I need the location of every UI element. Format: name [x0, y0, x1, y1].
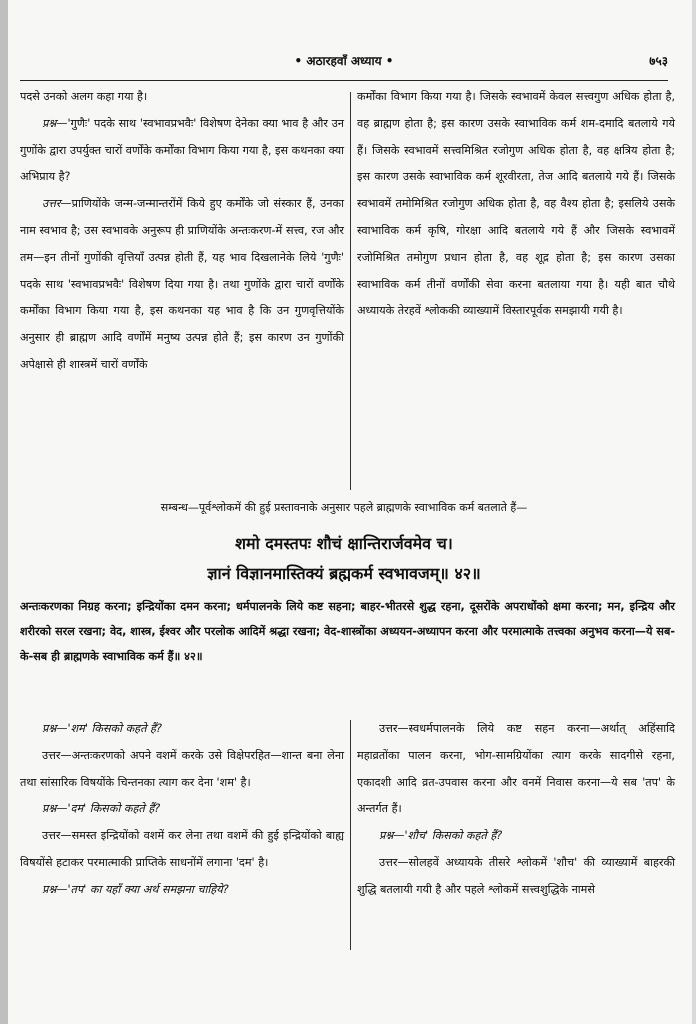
verse-translation: अन्तःकरणका निग्रह करना; इन्द्रियोंका दमन करना; धर्मपालनके लिये कष्ट सहना; बाहर-भीतरसे शुद्ध रहना, दूसरोंके अपराधोंको क्षमा करना; मन, इन्द्रिय और शरीरको सरल रखना; वेद, शास्त्र, ईश्वर और परलोक आदिमें श्रद्धा रखना; वेद-शास्त्रोंका अध्ययन-अध्यापन करना और परमात्माके तत्त्वका अनुभव करना—ये सब-के-सब ही ब्राह्मणके स्वाभाविक कर्म हैं॥ ४२॥ — [20, 600, 675, 663]
question-text: 'गुणैः' पदके साथ 'स्वभावप्रभवैः' विशेषण देनेका क्या भाव है और उन गुणोंके द्वारा उपर्युक्त चारों वर्णोंके कर्मोंका विभाग किया गया है, इस कथनका क्या अभिप्राय है? — [20, 116, 344, 184]
verse-line-1: शमो दमस्तपः शौचं क्षान्तिरार्जवमेव च। — [235, 534, 453, 553]
column-divider — [350, 92, 351, 490]
context-line: सम्बन्ध—पूर्वश्लोकमें की हुई प्रस्तावनाके अनुसार पहले ब्राह्मणके स्वाभाविक कर्म बतलाते हैं— — [160, 501, 528, 514]
answer — [20, 191, 344, 379]
answer: उत्तर—समस्त इन्द्रियोंको वशमें कर लेना तथा वशमें की हुई इन्द्रियोंको बाह्य विषयोंसे हटाकर परमात्माकी प्राप्तिके साधनोंमें लगाना 'दम' है। — [20, 829, 344, 869]
answer: उत्तर—अन्तःकरणको अपने वशमें करके उसे विक्षेपरहित—शान्त बना लेना तथा सांसारिक विषयोंके चिन्तनका त्याग कर देना 'शम' है। — [20, 748, 344, 789]
page-header — [20, 52, 668, 72]
left-column-bottom — [20, 716, 344, 904]
column-divider — [350, 720, 351, 950]
question: प्रश्न—'दम' किसको कहते हैं? — [42, 802, 161, 816]
right-column-top — [357, 84, 675, 325]
question — [20, 111, 344, 191]
page-spine — [0, 0, 8, 1024]
header-rule — [20, 80, 668, 81]
answer: उत्तर—स्वधर्मपालनके लिये कष्ट सहन करना—अर्थात् अहिंसादि महाव्रतोंका पालन करना, भोग-सामग्रियोंका त्याग करके सादगीसे रहना, एकादशी आदि व्रत-उपवास करना और वनमें निवास करना—ये सब 'तप' के अन्तर्गत हैं। — [357, 722, 675, 816]
right-column-bottom — [357, 716, 675, 904]
question: प्रश्न—'तप' का यहाँ क्या अर्थ समझना चाहिये? — [42, 882, 229, 896]
chapter-title: • अठारहवाँ अध्याय • — [294, 54, 394, 68]
answer-text: प्राणियोंके जन्म-जन्मान्तरोंमें किये हुए कर्मोंके जो संस्कार हैं, उनका नाम स्वभाव है; उस स्वभावके अनुरूप ही प्राणियोंके अन्तःकरण-में सत्त्व, रज और तम—इन तीनों गुणोंकी वृत्तियाँ उत्पन्न होती हैं, यह भाव दिखलानेके लिये 'गुणैः' पदके साथ 'स्वभावप्रभवैः' विशेषण दिया गया है। तथा गुणोंके द्वारा चारों वर्णोंके कर्मोंका विभाग किया गया है, इस कथनका यह भाव है कि उन गुणवृत्तियोंके अनुसार ही ब्राह्मण आदि वर्णोंमें मनुष्य उत्पन्न होते हैं; इस कारण उन गुणोंकी अपेक्षासे ही शास्त्रमें चारों वर्णोंके — [20, 197, 344, 371]
answer: उत्तर—सोलहवें अध्यायके तीसरे श्लोकमें 'शौच' की व्याख्यामें बाहरकी शुद्धि बतलायी गयी है और पहले श्लोकमें सत्त्वशुद्धिके नामसे — [357, 855, 675, 896]
page-number: ७५३ — [649, 54, 668, 68]
question-label: प्रश्न— — [42, 116, 68, 130]
question: प्रश्न—'शम' किसको कहते हैं? — [42, 722, 162, 735]
paragraph: पदसे उनको अलग कहा गया है। — [20, 90, 148, 103]
question: प्रश्न—'शौच' किसको कहते हैं? — [379, 829, 503, 843]
verse-line-2: ज्ञानं विज्ञानमास्तिक्यं ब्रह्मकर्म स्वभावजम्॥ ४२॥ — [207, 564, 481, 583]
answer-label: उत्तर— — [42, 197, 72, 211]
paragraph: कर्मोंका विभाग किया गया है। जिसके स्वभावमें केवल सत्त्वगुण अधिक होता है, वह ब्राह्मण होता है; इस कारण उसके स्वाभाविक कर्म शम-दमादि बतलाये गये हैं। जिसके स्वभावमें सत्त्वमिश्रित रजोगुण अधिक होता है, वह क्षत्रिय होता है; इस कारण उसके स्वाभाविक कर्म शूरवीरता, तेज आदि बतलाये गये हैं। जिसके स्वभावमें तमोमिश्रित रजोगुण अधिक होता है, वह वैश्य होता है; इसलिये उसके स्वाभाविक कर्म कृषि, गोरक्षा आदि बतलाये गये हैं और जिसके स्वभावमें रजोमिश्रित तमोगुण प्रधान होता है, वह शूद्र होता है; इस कारण उसका स्वाभाविक कर्म तीनों वर्णोंकी सेवा करना बतलाया गया है। यही बात चौथे अध्यायके तेरहवें श्लोककी व्याख्यामें विस्तारपूर्वक समझायी गयी है। — [357, 90, 675, 318]
left-column-top — [20, 84, 344, 379]
